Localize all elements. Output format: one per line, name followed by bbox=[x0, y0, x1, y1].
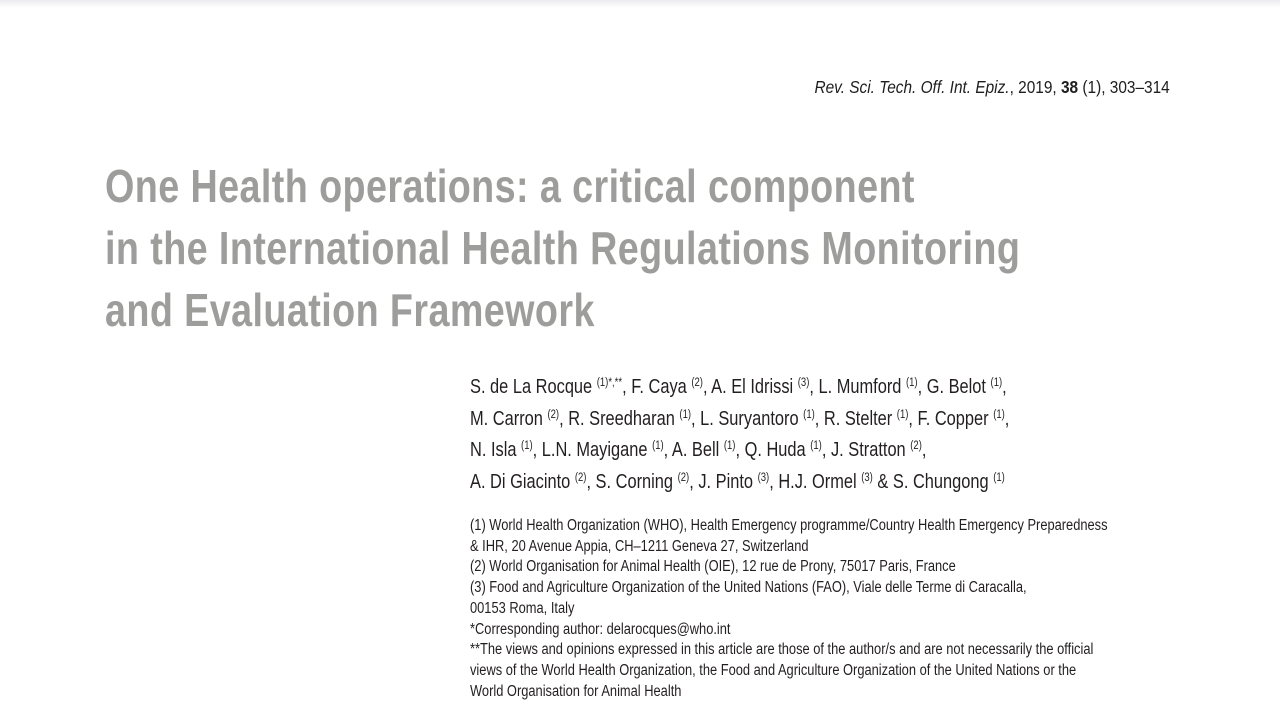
affiliation-line: **The views and opinions expressed in this article are those of the author/s and are not necessarily the official bbox=[470, 641, 1094, 659]
author-affiliation-ref: (1) bbox=[810, 438, 822, 453]
author-name-text: M. Carron bbox=[470, 406, 548, 430]
affiliations-block bbox=[470, 516, 1108, 702]
author-line bbox=[470, 403, 1009, 435]
author-name-text: , Q. Huda bbox=[735, 438, 811, 461]
author-list bbox=[470, 371, 1009, 497]
author-name-text: , R. Stelter bbox=[814, 406, 897, 430]
author-affiliation-ref: (3) bbox=[861, 469, 873, 484]
author-affiliation-ref: (1) bbox=[905, 375, 918, 390]
author-name-text: , S. Corning bbox=[586, 469, 678, 493]
article-title-line: in the International Health Regulations Monitoring bbox=[105, 222, 1021, 274]
author-affiliation-ref: (2) bbox=[691, 375, 703, 390]
author-name-text: , L.N. Mayigane bbox=[532, 438, 653, 461]
affiliation-line: (3) Food and Agriculture Organization of the United Nations (FAO), Viale delle Terme di Caracalla, bbox=[470, 579, 1027, 597]
citation-segment: , 2019, bbox=[1009, 77, 1062, 97]
author-name-text: , J. Stratton bbox=[821, 438, 911, 461]
author-affiliation-ref: (2) bbox=[910, 438, 922, 453]
author-affiliation-ref: (1) bbox=[521, 438, 533, 453]
author-affiliation-ref: (3) bbox=[797, 375, 810, 390]
author-name-text: & S. Chungong bbox=[872, 469, 994, 493]
author-affiliation-ref: (1) bbox=[993, 406, 1005, 421]
author-line bbox=[470, 434, 1009, 466]
article-title-line: and Evaluation Framework bbox=[105, 284, 595, 336]
author-line bbox=[470, 466, 1009, 498]
author-name-text: , bbox=[1004, 406, 1010, 430]
citation-segment: (1), 303–314 bbox=[1078, 77, 1170, 97]
author-name-text: , H.J. Ormel bbox=[769, 469, 862, 493]
author-affiliation-ref: (2) bbox=[574, 469, 587, 484]
author-name-text: , G. Belot bbox=[917, 375, 991, 398]
affiliation-line: 00153 Roma, Italy bbox=[470, 599, 575, 617]
author-name-text: , A. El Idrissi bbox=[702, 375, 798, 398]
citation-segment: Rev. Sci. Tech. Off. Int. Epiz. bbox=[814, 77, 1010, 97]
author-affiliation-ref: (1) bbox=[896, 406, 909, 421]
citation-segment: 38 bbox=[1061, 77, 1079, 97]
author-name-text: N. Isla bbox=[470, 438, 522, 461]
author-affiliation-ref: (1) bbox=[723, 438, 736, 453]
affiliation-line: (1) World Health Organization (WHO), Health Emergency programme/Country Health Emergency Preparedness bbox=[470, 517, 1108, 534]
author-affiliation-ref: (1) bbox=[679, 406, 692, 421]
author-name-text: , L. Mumford bbox=[809, 375, 906, 398]
author-affiliation-ref: (3) bbox=[757, 469, 770, 484]
affiliation-line: (2) World Organisation for Animal Health (OIE), 12 rue de Prony, 75017 Paris, France bbox=[470, 558, 956, 576]
affiliation-line: & IHR, 20 Avenue Appia, CH–1211 Geneva 27, Switzerland bbox=[470, 537, 809, 555]
affiliation-line: World Organisation for Animal Health bbox=[470, 682, 682, 700]
author-name-text: , F. Caya bbox=[622, 375, 692, 398]
author-name-text: , bbox=[921, 438, 927, 461]
author-name-text: , R. Sreedharan bbox=[559, 406, 680, 430]
journal-citation bbox=[815, 76, 1170, 98]
article-title-line: One Health operations: a critical component bbox=[105, 160, 915, 212]
author-name-text: , F. Copper bbox=[908, 406, 994, 430]
affiliation-line: *Corresponding author: delarocques@who.int bbox=[470, 620, 731, 638]
author-name-text: , L. Suryantoro bbox=[691, 406, 804, 430]
page-top-shadow bbox=[0, 0, 1280, 8]
author-name-text: , J. Pinto bbox=[689, 469, 758, 493]
author-name-text: , bbox=[1002, 375, 1007, 398]
author-affiliation-ref: (1)*,** bbox=[596, 375, 623, 390]
author-affiliation-ref: (2) bbox=[547, 406, 560, 421]
author-affiliation-ref: (2) bbox=[677, 469, 690, 484]
author-name-text: , A. Bell bbox=[663, 438, 724, 461]
author-affiliation-ref: (1) bbox=[803, 406, 815, 421]
author-line bbox=[470, 371, 1009, 403]
affiliation-line: views of the World Health Organization, the Food and Agriculture Organization of the United Nations or the bbox=[470, 661, 1077, 679]
author-name-text: A. Di Giacinto bbox=[470, 469, 575, 493]
article-title bbox=[105, 155, 1020, 341]
author-name-text: S. de La Rocque bbox=[470, 375, 597, 398]
author-affiliation-ref: (1) bbox=[993, 469, 1005, 484]
author-affiliation-ref: (1) bbox=[990, 375, 1003, 390]
author-affiliation-ref: (1) bbox=[652, 438, 664, 453]
